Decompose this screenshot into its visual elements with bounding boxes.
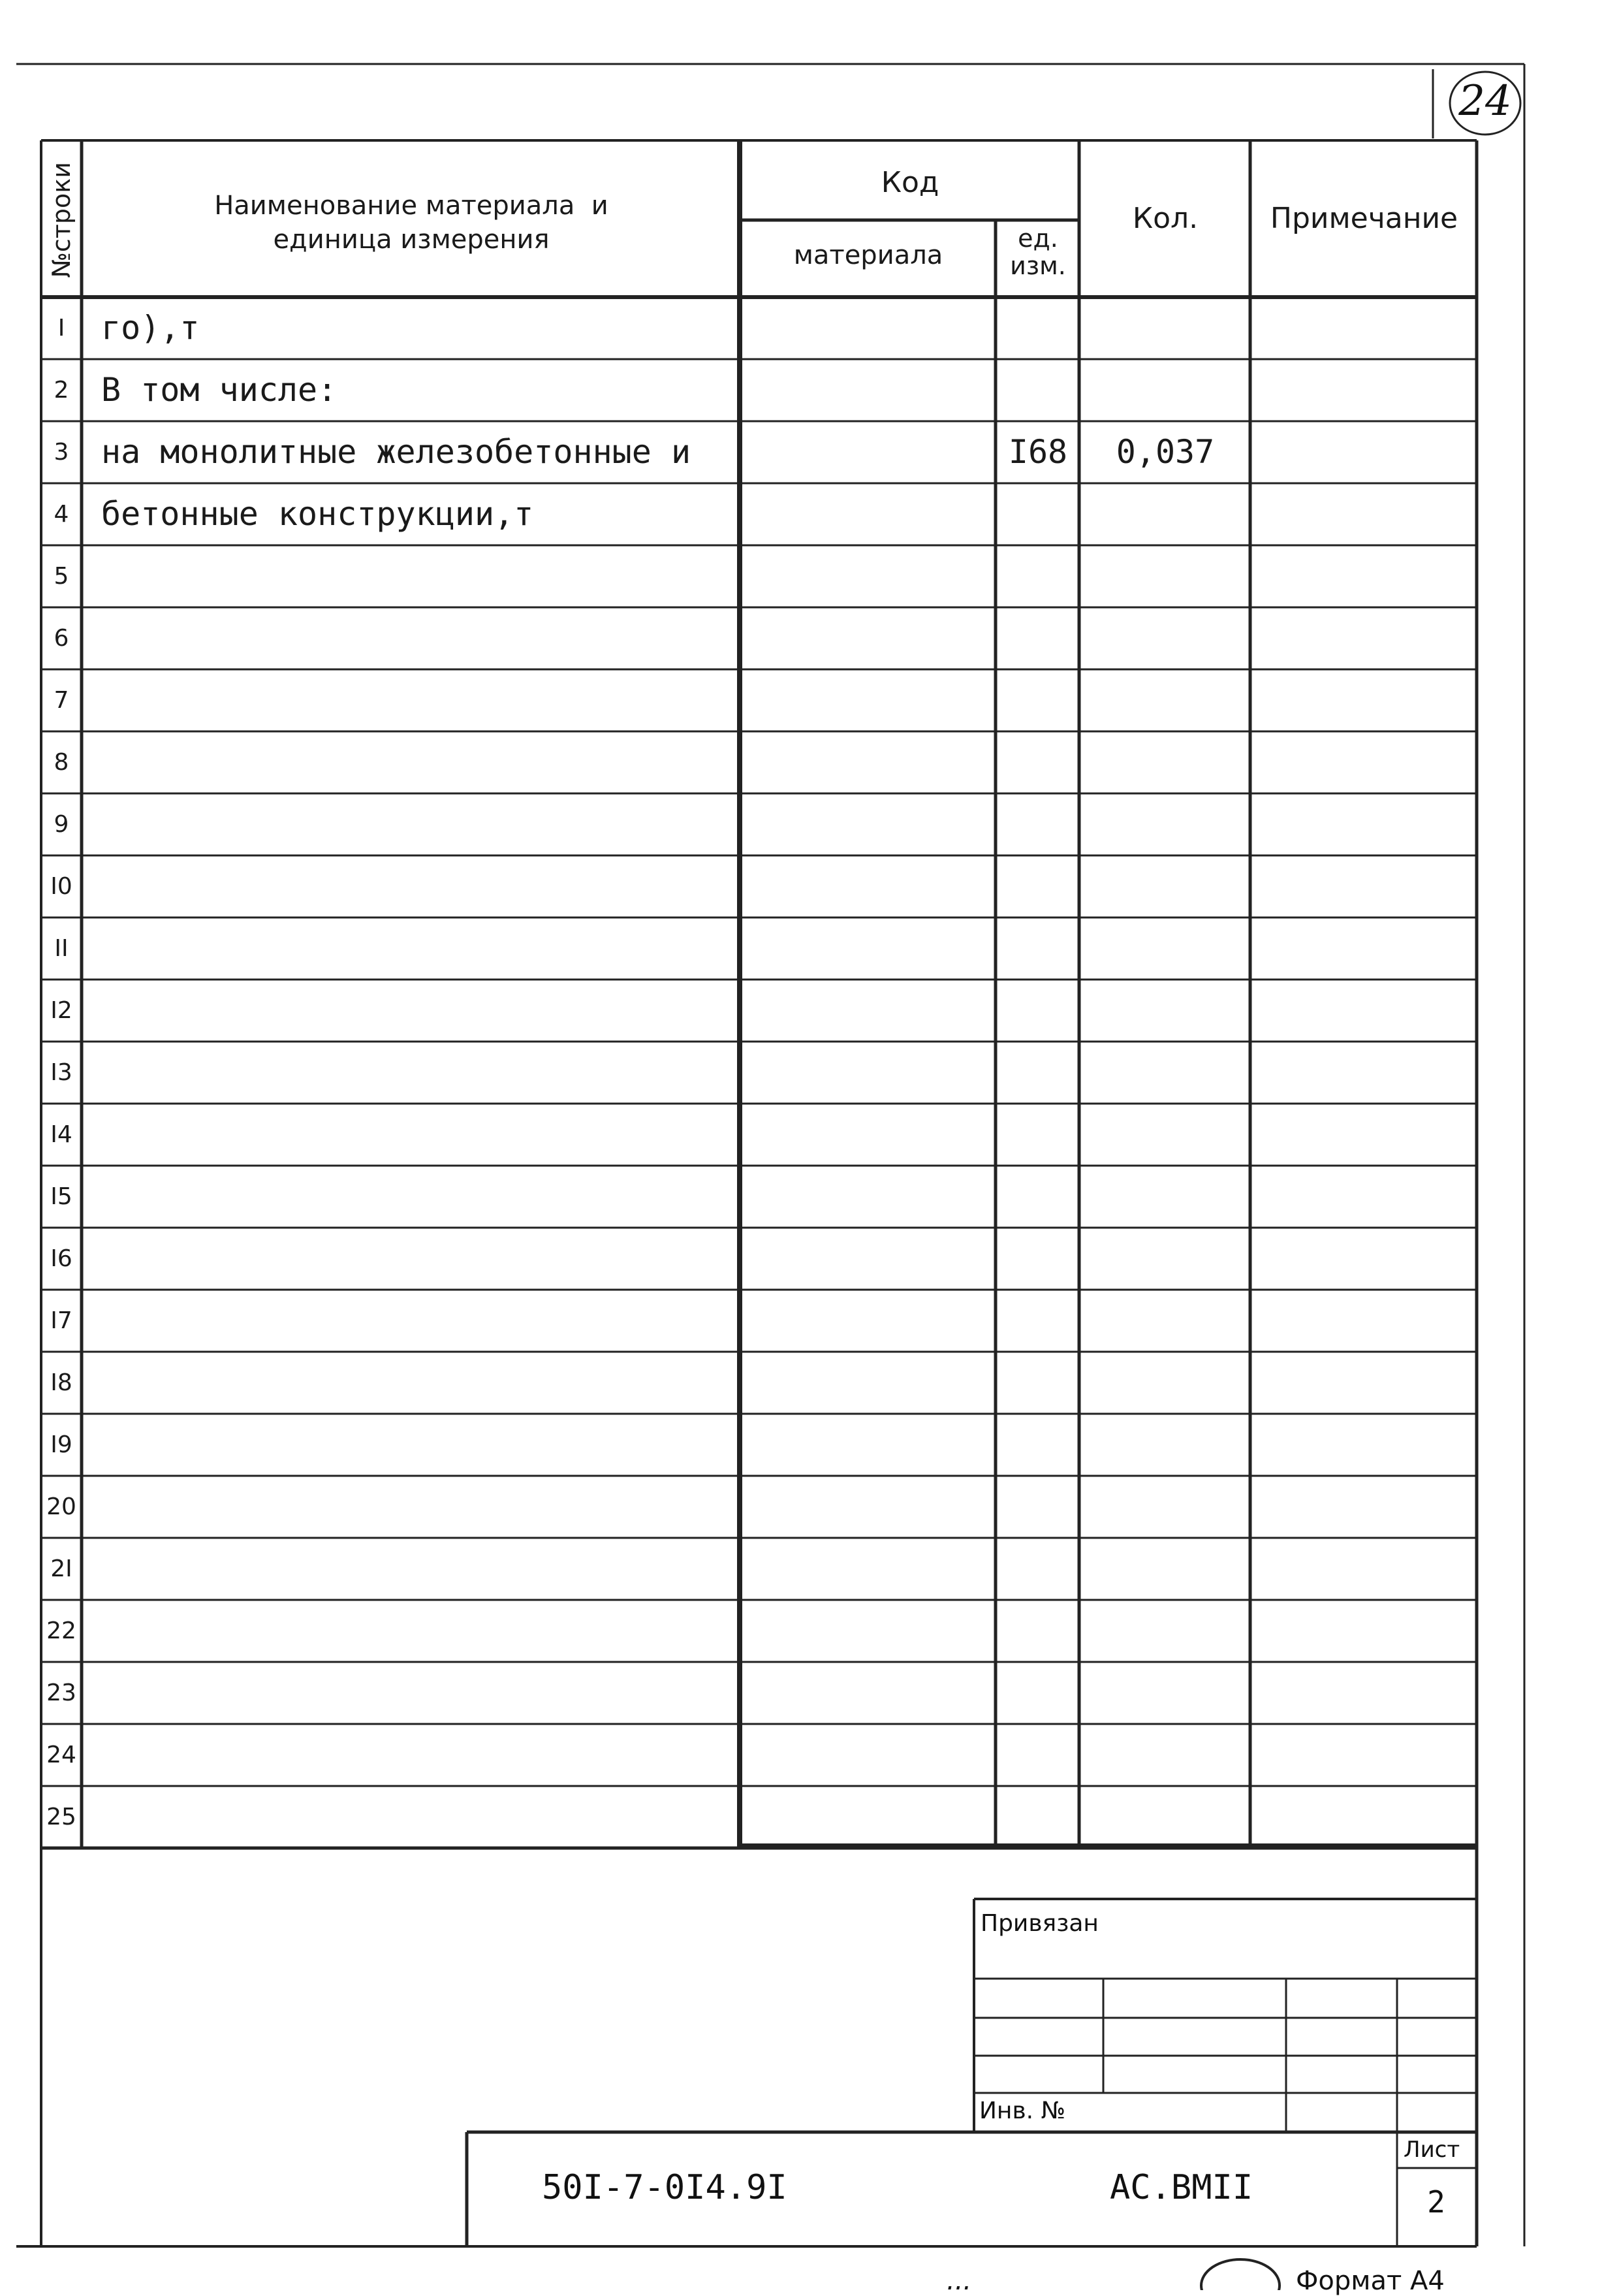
header-material-name-line2: единица измерения xyxy=(273,225,550,255)
row-number: 24 xyxy=(46,1741,76,1768)
row-number: I4 xyxy=(50,1121,72,1148)
row-number: I7 xyxy=(50,1307,72,1334)
footer-format-label: Формат А4 xyxy=(1296,2266,1445,2296)
row-number: I9 xyxy=(50,1431,72,1458)
row-number: 6 xyxy=(54,624,69,652)
row-unit-code: I68 xyxy=(1008,432,1068,471)
stamp-sheet-label: Лист xyxy=(1404,2137,1460,2163)
footer-fragment: ... xyxy=(947,2266,972,2296)
row-quantity: 0,037 xyxy=(1116,432,1215,471)
row-number: 20 xyxy=(46,1493,76,1520)
stamp-document-mark: АС.ВМII xyxy=(1110,2168,1253,2207)
stamp-bound-label: Привязан xyxy=(981,1910,1099,1937)
row-number: 25 xyxy=(46,1803,76,1830)
row-number: I0 xyxy=(50,872,72,900)
row-material-name: В том числе: xyxy=(101,370,338,409)
row-number: 23 xyxy=(46,1679,76,1706)
sheet-number-circled: 24 xyxy=(1458,77,1512,125)
row-material-name: на монолитные железобетонные и xyxy=(101,432,691,471)
stamp-sheet-value: 2 xyxy=(1427,2184,1445,2220)
row-number: I3 xyxy=(50,1059,72,1086)
header-quantity: Кол. xyxy=(1132,202,1199,235)
row-number: 7 xyxy=(54,686,69,714)
row-number: II xyxy=(54,934,69,962)
row-number: I6 xyxy=(50,1245,72,1272)
row-number: 2 xyxy=(54,376,69,404)
header-row-number: №строки xyxy=(47,162,76,278)
header-code-unit-line2: изм. xyxy=(1010,251,1066,280)
row-material-name: бетонные конструкции,т xyxy=(101,494,534,533)
row-number: 3 xyxy=(54,438,69,466)
row-number: I8 xyxy=(50,1369,72,1396)
row-number: I xyxy=(57,314,65,342)
header-note: Примечание xyxy=(1270,202,1458,235)
header-material-name-line1: Наименование материала и xyxy=(214,191,608,221)
header-code: Код xyxy=(881,166,939,199)
row-number: 2I xyxy=(50,1555,72,1582)
stamp-document-code: 50I-7-0I4.9I xyxy=(542,2168,787,2207)
row-material-name: го),т xyxy=(101,308,200,347)
row-number: 9 xyxy=(54,810,69,838)
row-number: I2 xyxy=(50,997,72,1024)
row-number: 4 xyxy=(54,500,69,528)
row-number: 22 xyxy=(46,1617,76,1644)
row-number: 5 xyxy=(54,562,69,590)
row-number: 8 xyxy=(54,748,69,776)
header-code-material: материала xyxy=(793,240,943,270)
row-number: I5 xyxy=(50,1183,72,1210)
header-code-unit-line1: ед. xyxy=(1018,224,1058,253)
stamp-inventory-label: Инв. № xyxy=(979,2097,1066,2124)
